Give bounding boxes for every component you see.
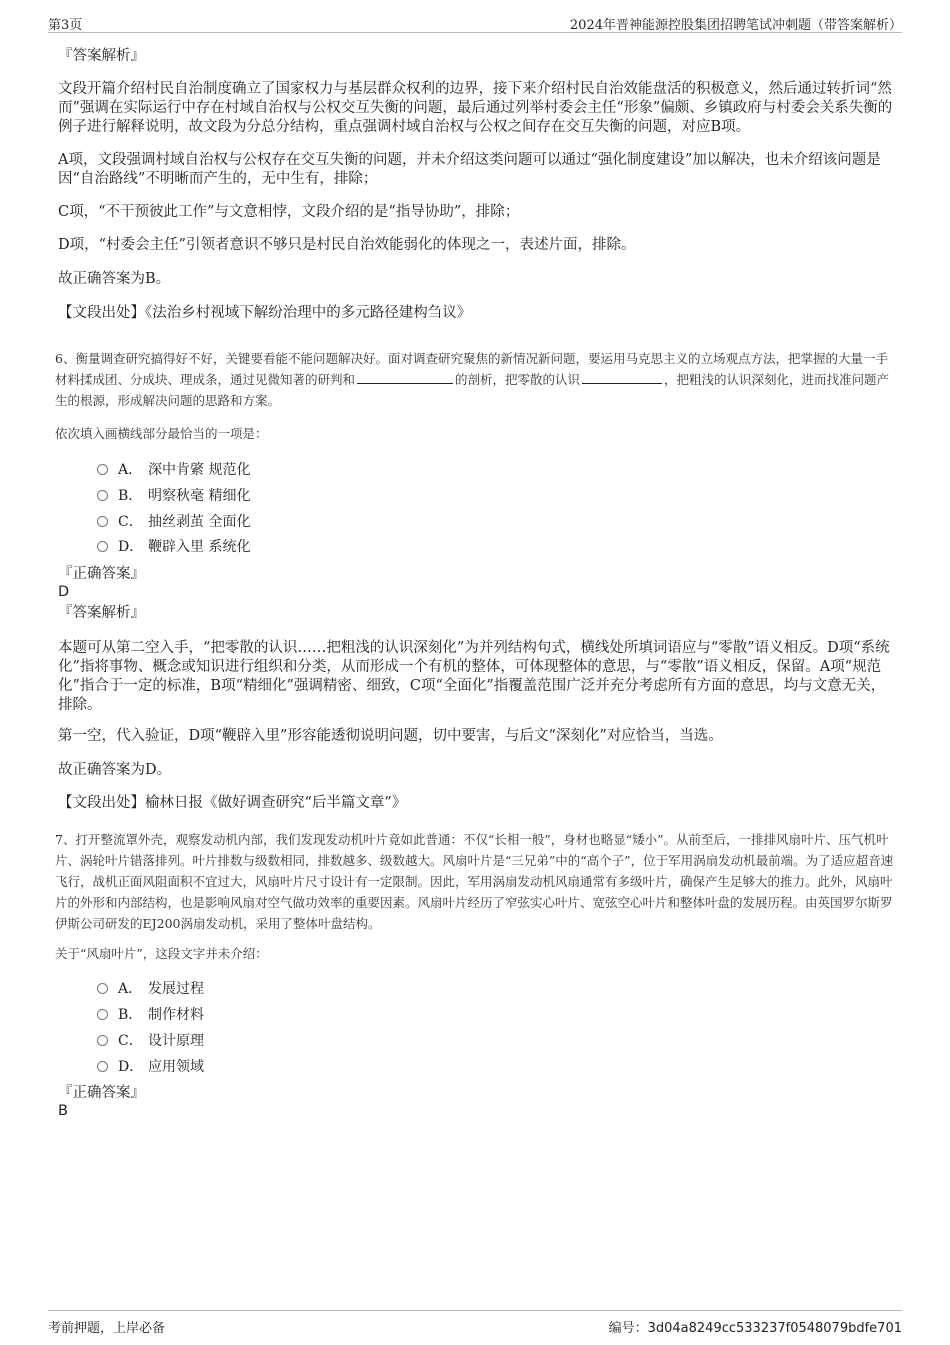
radio-icon[interactable] (97, 541, 108, 552)
document-title: 2024年晋神能源控股集团招聘笔试冲刺题（带答案解析） (569, 18, 902, 33)
q6-stem (55, 348, 895, 411)
q6-stem-c: ，把粗浅的认识深刻化，进而找准问题产生的根源，形成解决问题的思路和方案。 (55, 372, 890, 408)
q5-analysis-p1: 文段开篇介绍村民自治制度确立了国家权力与基层群众权利的边界，接下来介绍村民自治效能盘活的积极意义，然后通过转折词“然而”强调在实际运行中存在村域自治权与公权交互失衡的问题，最后通过列举村委会主任“形象”偏颇、乡镇政府与村委会关系失衡的例子进行解释说明，故文段为分总分结构，重点强调村域自治权与公权之间存在交互失衡的问题，对应B项。 (58, 81, 893, 135)
q7-option-d[interactable]: D． 应用领域 (97, 1056, 204, 1076)
q6-option-b[interactable]: B． 明察秋毫 精细化 (97, 485, 250, 505)
q6-analysis-p1: 本题可从第二空入手，“把零散的认识……把粗浅的认识深刻化”为并列结构句式，横线处所填词语应与“零散”语义相反。D项“系统化”指将事物、概念或知识进行组织和分类，从而形成一个有机的整体，可体现整体的意思，与“零散”语义相反，保留。A项“规范化”指合于一定的标准，B项“精细化”强调精密、细致，C项“全面化”指覆盖范围广泛并充分考虑所有方面的意思，均与文意无关，排除。 (58, 640, 890, 713)
q7-prompt: 关于“风扇叶片”，这段文字并未介绍： (55, 946, 268, 961)
document-code: 编号：3d04a8249cc533237f0548079bdfe701 (608, 1321, 902, 1336)
radio-icon[interactable] (97, 1061, 108, 1072)
q6-stem-b: 的剖析，把零散的认识 (455, 372, 581, 387)
q6-answer-label: 『正确答案』 (58, 566, 145, 582)
q6-option-a[interactable]: A． 深中肯綮 规范化 (97, 459, 250, 479)
q7-option-a[interactable]: A． 发展过程 (97, 978, 204, 998)
page-footer (48, 1310, 902, 1336)
radio-icon[interactable] (97, 464, 108, 475)
q6-blank-1 (357, 371, 453, 384)
q6-conclusion: 故正确答案为D。 (58, 762, 172, 778)
q5-analysis-p3: C项，“不干预彼此工作”与文意相悖，文段介绍的是“指导协助”，排除； (58, 204, 520, 220)
q6-analysis-label: 『答案解析』 (58, 605, 145, 621)
radio-icon[interactable] (97, 983, 108, 994)
q6-answer: D (58, 584, 70, 600)
footer-slogan: 考前押题，上岸必备 (48, 1321, 166, 1336)
q6-blank-2 (582, 371, 662, 384)
q7-stem: 7、打开整流罩外壳，观察发动机内部，我们发现发动机叶片竟如此普通：不仅“长相一般”，身材也略显“矮小”。从前至后，一排排风扇叶片、压气机叶片、涡轮叶片错落排列。叶片排数与级数相同，排数越多、级数越大。风扇叶片是“三兄弟”中的“高个子”，位于军用涡扇发动机最前端。为了适应超音速飞行，战机正面风阻面积不宜过大，风扇叶片尺寸设计有一定限制。因此，军用涡扇发动机风扇通常有多级叶片，确保产生足够大的推力。此外，风扇叶片的外形和内部结构，也是影响风扇对空气做功效率的重要因素。风扇叶片经历了窄弦实心叶片、宽弦空心叶片和整体叶盘的发展历程。由英国罗尔斯罗伊斯公司研发的EJ200涡扇发动机，采用了整体叶盘结构。 (55, 832, 894, 931)
q5-source: 【文段出处】《法治乡村视域下解纷治理中的多元路径建构刍议》 (58, 305, 472, 321)
q7-option-b[interactable]: B． 制作材料 (97, 1004, 204, 1024)
q5-analysis-p4: D项，“村委会主任”引领者意识不够只是村民自治效能弱化的体现之一，表述片面，排除。 (58, 237, 636, 253)
q5-analysis-p2: A项，文段强调村域自治权与公权存在交互失衡的问题，并未介绍这类问题可以通过“强化制度建设”加以解决，也未介绍该问题是因“自治路线”不明晰而产生的，无中生有，排除； (58, 152, 881, 187)
q6-analysis-p2: 第一空，代入验证，D项“鞭辟入里”形容能透彻说明问题，切中要害，与后文“深刻化”对应恰当，当选。 (58, 728, 723, 744)
radio-icon[interactable] (97, 490, 108, 501)
page-number: 第3页 (48, 18, 83, 33)
radio-icon[interactable] (97, 1035, 108, 1046)
q6-option-d[interactable]: D． 鞭辟入里 系统化 (97, 536, 250, 556)
q7-option-c[interactable]: C． 设计原理 (97, 1030, 204, 1050)
q7-answer-label: 『正确答案』 (58, 1085, 145, 1101)
radio-icon[interactable] (97, 516, 108, 527)
q6-source: 【文段出处】榆林日报《做好调查研究“后半篇文章”》 (58, 795, 407, 811)
q5-conclusion: 故正确答案为B。 (58, 271, 171, 287)
q6-prompt: 依次填入画横线部分最恰当的一项是： (55, 426, 268, 441)
page-header (48, 12, 902, 33)
q5-analysis-label: 『答案解析』 (58, 48, 145, 64)
radio-icon[interactable] (97, 1009, 108, 1020)
q6-option-c[interactable]: C． 抽丝剥茧 全面化 (97, 511, 250, 531)
q7-answer: B (58, 1103, 68, 1119)
q6-stem-a: 6、衡量调查研究搞得好不好，关键要看能不能问题解决好。面对调查研究聚焦的新情况新问题，要运用马克思主义的立场观点方法，把掌握的大量一手材料揉成团、分成块、理成条，通过见微知著的研判和 (55, 351, 888, 387)
